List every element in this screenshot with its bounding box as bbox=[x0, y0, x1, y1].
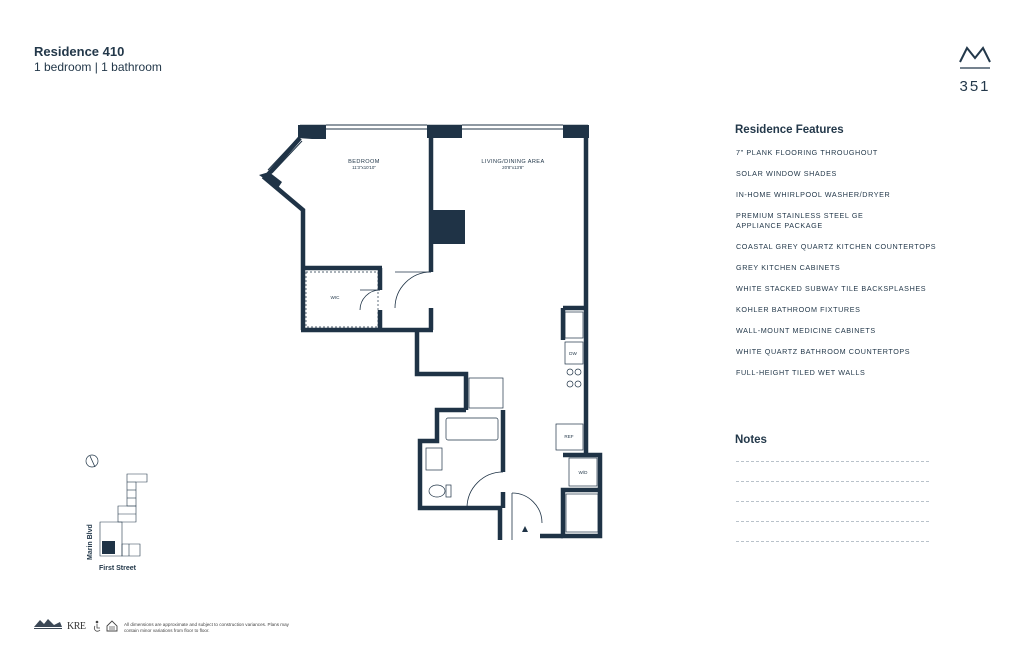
wall-block bbox=[563, 125, 589, 138]
features-title: Residence Features bbox=[735, 124, 844, 136]
column-block bbox=[431, 210, 465, 244]
bath-sink bbox=[426, 448, 442, 470]
laundry-wall bbox=[563, 455, 600, 536]
feature-item: WHITE QUARTZ BATHROOM COUNTERTOPS bbox=[736, 347, 911, 356]
wall-block bbox=[427, 125, 462, 138]
kitchen-sink bbox=[565, 312, 583, 338]
accessibility-icon bbox=[94, 621, 100, 632]
feature-item: COASTAL GREY QUARTZ KITCHEN COUNTERTOPS bbox=[736, 242, 937, 251]
feature-item: IN-HOME WHIRLPOOL WASHER/DRYER bbox=[736, 190, 891, 199]
feature-item: WHITE STACKED SUBWAY TILE BACKSPLASHES bbox=[736, 284, 927, 293]
wall-block bbox=[259, 172, 282, 188]
bathtub bbox=[446, 418, 498, 440]
living-dims: 20'8"x13'8" bbox=[502, 165, 524, 170]
entry-arrow-icon bbox=[522, 526, 528, 532]
logo-number: 351 bbox=[959, 78, 991, 95]
hall-closet bbox=[469, 378, 503, 408]
hall-wall bbox=[417, 330, 466, 410]
bedroom-dims: 11'3"x10'10" bbox=[352, 165, 376, 170]
disclaimer-text: All dimensions are approximate and subject to construction variances. Plans may contain minor variations from floor to floor. bbox=[124, 622, 289, 633]
living-label: LIVING/DINING AREA bbox=[481, 159, 545, 165]
feature-item: WALL-MOUNT MEDICINE CABINETS bbox=[736, 326, 876, 335]
equal-housing-icon bbox=[107, 621, 117, 631]
wic-label: WIC bbox=[330, 295, 340, 300]
feature-item: PREMIUM STAINLESS STEEL GE APPLIANCE PACKAGE bbox=[736, 211, 864, 230]
feature-item: 7" PLANK FLOORING THROUGHOUT bbox=[736, 148, 878, 157]
residence-title: Residence 410 bbox=[34, 44, 125, 59]
notes-title: Notes bbox=[735, 434, 767, 446]
feature-item: KOHLER BATHROOM FIXTURES bbox=[736, 305, 861, 314]
closet bbox=[566, 494, 598, 532]
feature-item: GREY KITCHEN CABINETS bbox=[736, 263, 841, 272]
ref-label: REF bbox=[564, 434, 574, 439]
toilet bbox=[429, 485, 445, 497]
street-first: First Street bbox=[99, 565, 136, 572]
wic-shelf bbox=[306, 272, 378, 327]
unit-location-marker bbox=[102, 541, 115, 554]
key-plan bbox=[86, 455, 147, 556]
wd-label: W/D bbox=[578, 470, 588, 475]
feature-item: FULL-HEIGHT TILED WET WALLS bbox=[736, 368, 866, 377]
residence-subtitle: 1 bedroom | 1 bathroom bbox=[34, 60, 162, 74]
feature-item: SOLAR WINDOW SHADES bbox=[736, 169, 837, 178]
developer-logo-icon bbox=[34, 619, 62, 629]
bedroom-label: BEDROOM bbox=[348, 159, 380, 165]
wall-block bbox=[298, 125, 326, 139]
dw-label: DW bbox=[569, 351, 577, 356]
kre-logo: KRE bbox=[67, 621, 86, 632]
street-marin: Marin Blvd bbox=[87, 524, 94, 560]
